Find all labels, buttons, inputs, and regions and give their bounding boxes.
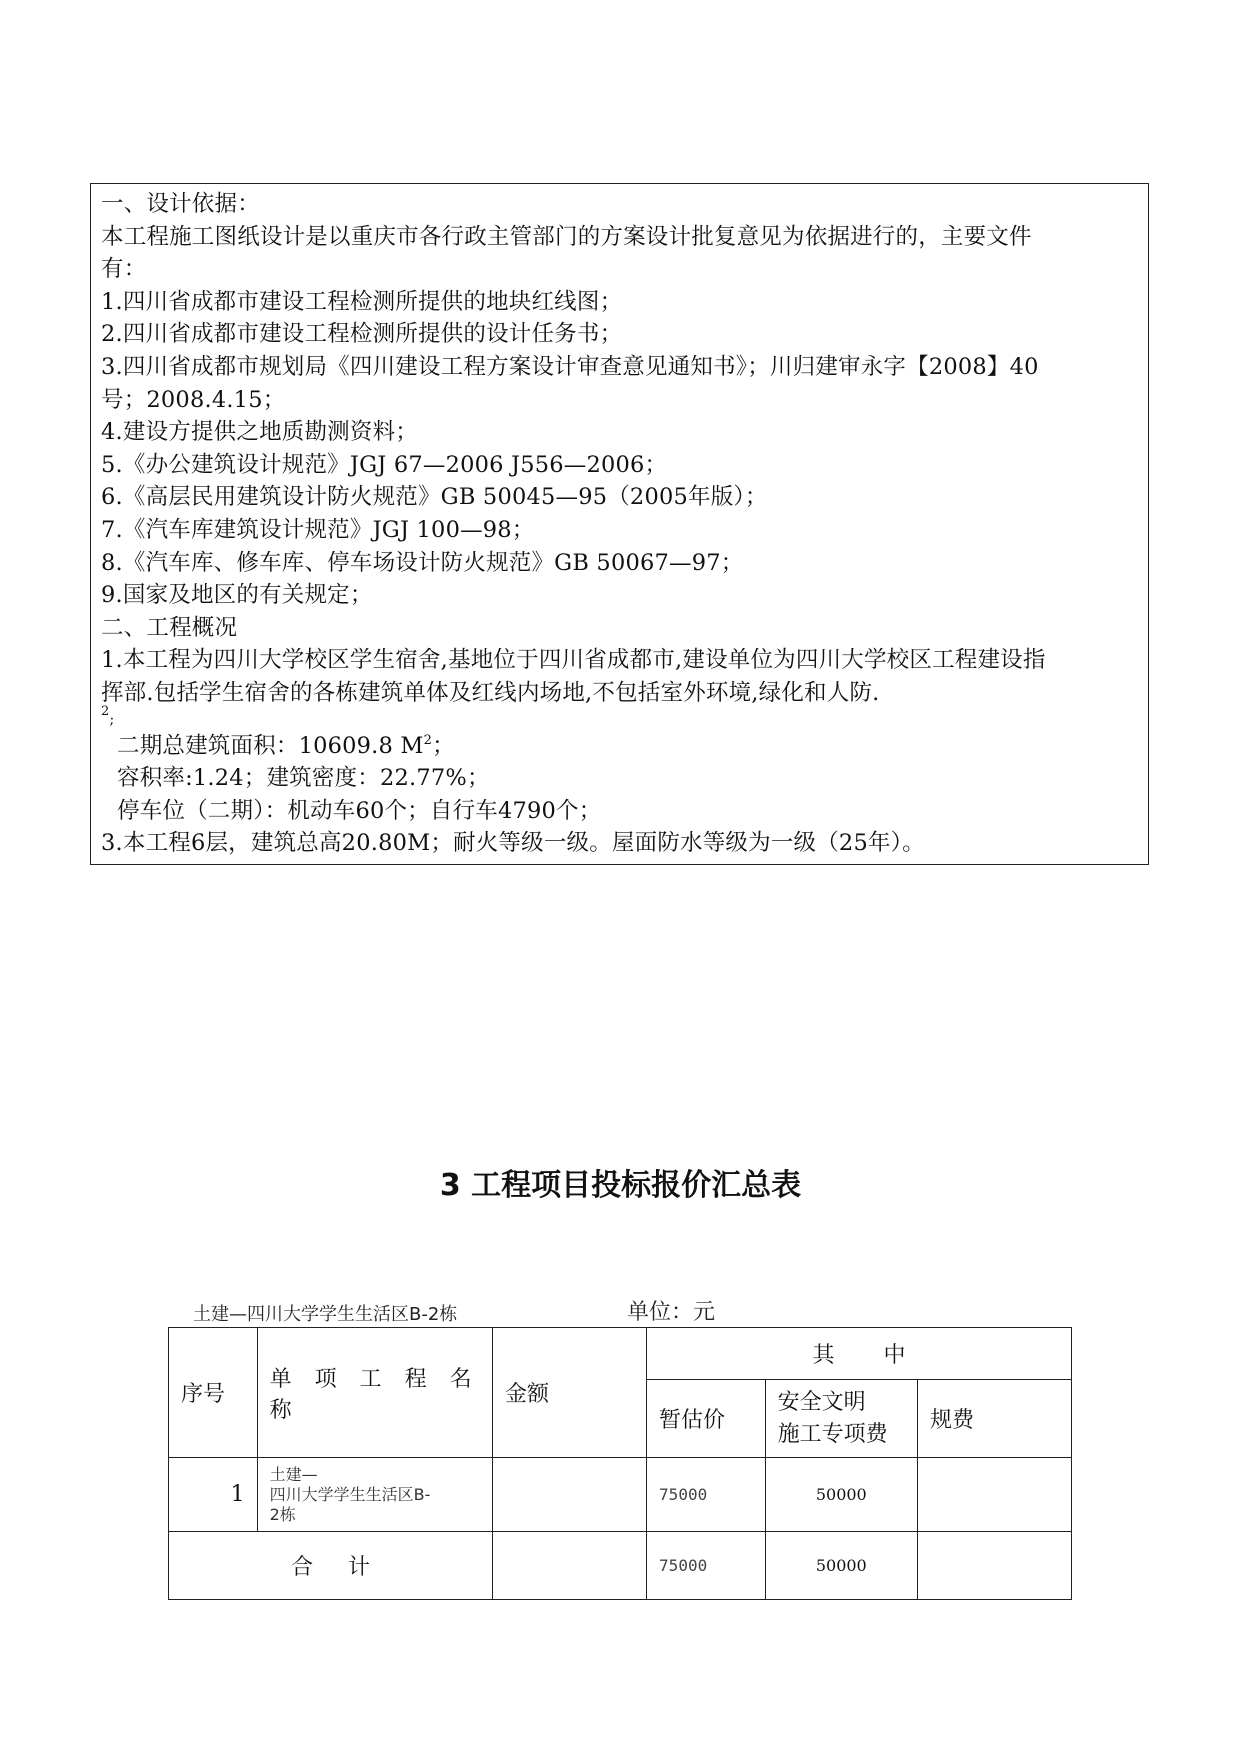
- row-name: [257, 1458, 492, 1532]
- design-basis-line: 6.《高层民用建筑设计防火规范》GB 50045—95（2005年版）；: [101, 484, 768, 511]
- design-basis-lines: [101, 188, 1138, 710]
- design-basis-line: 1.四川省成都市建设工程检测所提供的地块红线图；: [101, 288, 623, 315]
- design-basis-line: 二、工程概况: [101, 614, 238, 641]
- row-amount: [493, 1458, 647, 1532]
- total-area-line: [101, 730, 1138, 763]
- design-basis-line: 一、设计依据：: [101, 191, 260, 217]
- design-basis-line: 8.《汽车库、修车库、停车场设计防火规范》GB 50067—97；: [101, 549, 744, 576]
- design-basis-line: 2.四川省成都市建设工程检测所提供的设计任务书；: [101, 321, 623, 348]
- ratio-line: 容积率:1.24；建筑密度：22.77%；: [117, 765, 490, 792]
- row-name-line1: 土建—: [269, 1464, 318, 1484]
- design-basis-line: 4.建设方提供之地质勘测资料；: [101, 419, 418, 446]
- header-safety-line2: 施工专项费: [777, 1421, 888, 1447]
- header-fee: 规费: [917, 1380, 1071, 1458]
- design-basis-line: 号；2008.4.15；: [101, 386, 286, 413]
- design-basis-line: 本工程施工图纸设计是以重庆市各行政主管部门的方案设计批复意见为依据进行的，主要文件: [101, 223, 1032, 250]
- total-fee: [917, 1532, 1071, 1600]
- total-area-sup: 2: [423, 732, 433, 748]
- design-basis-line: 5.《办公建筑设计规范》JGJ 67—2006 J556—2006；: [101, 451, 668, 478]
- row-no: 1: [169, 1458, 258, 1532]
- design-basis-box: [90, 183, 1149, 865]
- header-safety-line1: 安全文明: [777, 1389, 866, 1415]
- row-name-line2: 四川大学学生生活区B-: [269, 1484, 431, 1504]
- footnote-line: [101, 703, 1138, 730]
- header-among: 其 中: [647, 1328, 1072, 1380]
- design-basis-line: 1.本工程为四川大学校区学生宿舍,基地位于四川省成都市,建设单位为四川大学校区工程建设指: [101, 647, 1046, 674]
- bid-summary-table: [168, 1327, 1072, 1600]
- table-project-caption: 土建—四川大学学生生活区B-2栋: [193, 1304, 458, 1325]
- row-name-line3: 2栋: [269, 1504, 296, 1524]
- total-area-text: 二期总建筑面积：10609.8 M: [117, 732, 424, 759]
- header-safety: [765, 1380, 917, 1458]
- table-row: [169, 1458, 1072, 1532]
- header-name: 单 项 工 程 名 称: [257, 1328, 492, 1458]
- footnote-sup: 2: [101, 703, 110, 719]
- header-amount: 金额: [493, 1328, 647, 1458]
- design-basis-line: 挥部.包括学生宿舍的各栋建筑单体及红线内场地,不包括室外环境,绿化和人防.: [101, 679, 880, 706]
- row-estimate: 75000: [647, 1458, 766, 1532]
- total-safety: 50000: [765, 1532, 917, 1600]
- row-safety: 50000: [765, 1458, 917, 1532]
- header-no: 序号: [169, 1328, 258, 1458]
- total-label: 合 计: [169, 1532, 493, 1600]
- footnote-text: ;: [109, 711, 115, 728]
- parking-line: 停车位（二期）：机动车60个；自行车4790个；: [117, 797, 602, 824]
- design-basis-line: 有：: [101, 256, 147, 283]
- section-title: 3 工程项目投标报价汇总表: [439, 1168, 802, 1203]
- table-unit-caption: 单位：元: [627, 1300, 716, 1325]
- design-basis-line: 9.国家及地区的有关规定；: [101, 582, 373, 609]
- total-row: [169, 1532, 1072, 1600]
- total-amount: [493, 1532, 647, 1600]
- header-estimate: 暂估价: [647, 1380, 766, 1458]
- total-area-tail: ；: [432, 732, 455, 759]
- design-basis-line: 7.《汽车库建筑设计规范》JGJ 100—98；: [101, 516, 535, 543]
- design-basis-line: 3.四川省成都市规划局《四川建设工程方案设计审查意见通知书》；川归建审永字【2008】40: [101, 353, 1039, 380]
- row-fee: [917, 1458, 1071, 1532]
- total-estimate: 75000: [647, 1532, 766, 1600]
- fire-rating-line: 3.本工程6层，建筑总高20.80M；耐火等级一级。屋面防水等级为一级（25年）。: [101, 830, 925, 857]
